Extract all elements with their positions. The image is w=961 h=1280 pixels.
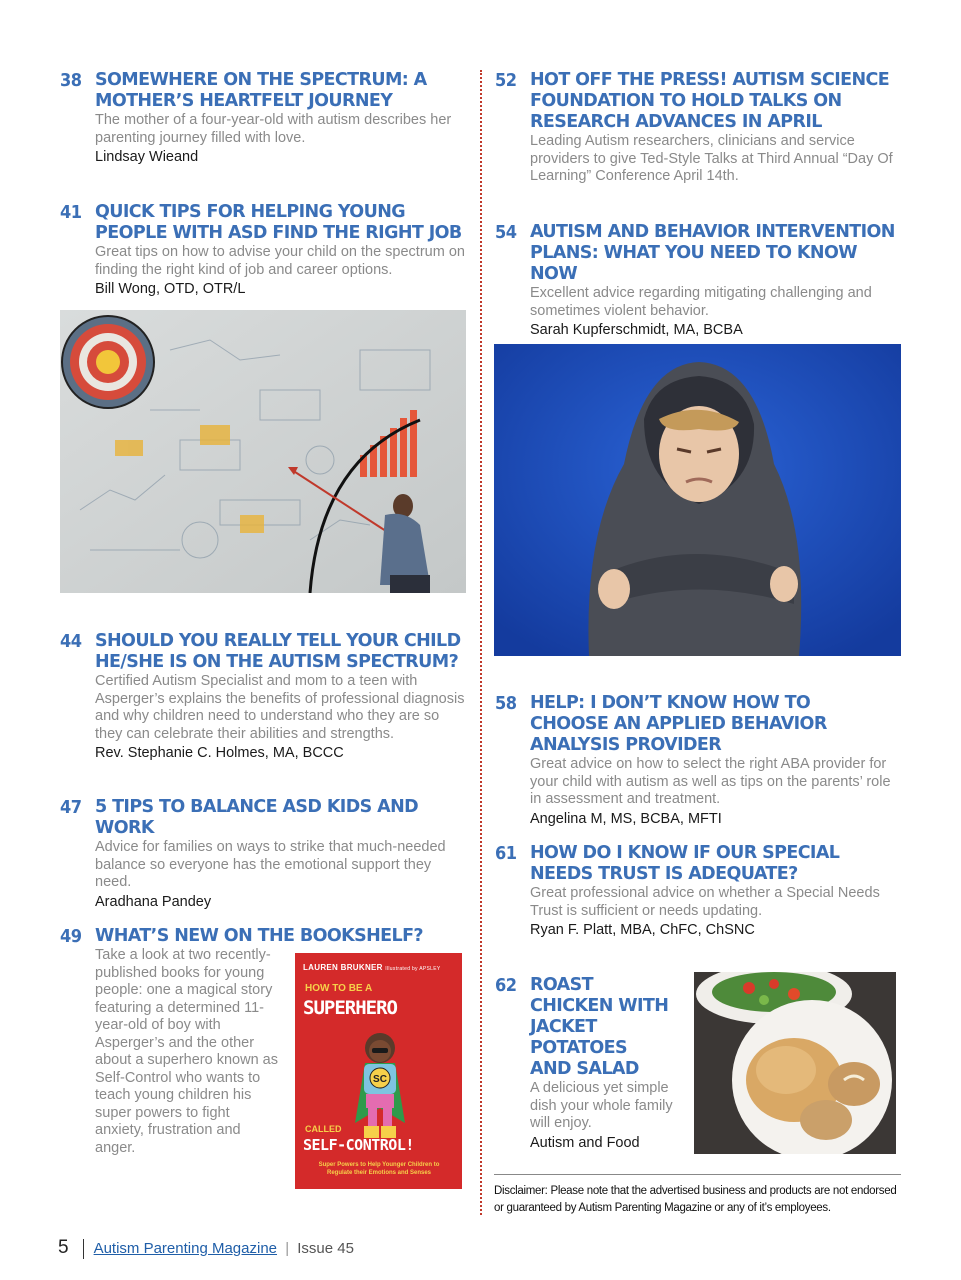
article-description: The mother of a four-year-old with autism describes her parenting journey filled with love. (95, 112, 452, 146)
disclaimer-text: Disclaimer: Please note that the advertised business and products are not endorsed or guaranteed by Autism Parenting Magazine or any of it’s employees. (494, 1185, 897, 1214)
article-description: Great tips on how to advise your child on the spectrum on finding the right kind of job and career options. (95, 244, 465, 278)
page-number: 61 (495, 843, 517, 864)
article-title[interactable]: AUTISM AND BEHAVIOR INTERVENTION PLANS: WHAT YOU NEED TO KNOW NOW (530, 222, 895, 284)
magazine-link[interactable]: Autism Parenting Magazine (93, 1240, 278, 1257)
archer-whiteboard-image (60, 310, 466, 593)
hooded-boy-image (494, 344, 901, 656)
book-title-bottom: SELF-CONTROL! (303, 1136, 414, 1154)
article-title[interactable]: SOMEWHERE ON THE SPECTRUM: A MOTHER’S HEARTFELT JOURNEY (95, 70, 427, 111)
book-title-main: SUPERHERO (303, 997, 397, 1019)
superhero-illustration (350, 1028, 410, 1143)
page-number: 52 (495, 70, 517, 91)
disclaimer-rule (494, 1174, 901, 1175)
toc-entry-52[interactable] (495, 70, 905, 186)
page-number: 41 (60, 202, 82, 223)
roast-chicken-image (694, 972, 896, 1154)
page-number: 49 (60, 926, 82, 947)
page-number: 44 (60, 631, 82, 652)
article-author: Autism and Food (530, 1134, 640, 1151)
book-title-top: HOW TO BE A (305, 983, 373, 994)
article-author: Sarah Kupferschmidt, MA, BCBA (530, 322, 743, 338)
toc-entry-38[interactable] (60, 70, 470, 167)
page-number: 62 (495, 975, 517, 996)
superhero-book-cover (295, 953, 462, 1189)
footer-separator: | (285, 1240, 290, 1257)
book-subtitle: Super Powers to Help Younger Children to Regulate their Emotions and Senses (318, 1162, 440, 1176)
article-description: Advice for families on ways to strike that much-needed balance so everyone has the emotional support they need. (95, 839, 446, 890)
article-author: Aradhana Pandey (95, 893, 212, 910)
article-description: Great advice on how to select the right ABA provider for your child with autism as well as tips on the parents’ role in assessment and treatment. (530, 756, 891, 807)
footer-page-number: 5 (58, 1237, 69, 1258)
article-title[interactable]: ROAST CHICKEN WITH JACKET POTATOES AND SALAD (530, 975, 669, 1079)
article-description: A delicious yet simple dish your whole family will enjoy. (530, 1080, 673, 1131)
article-author: Lindsay Wieand (95, 149, 199, 165)
article-title[interactable]: HOW DO I KNOW IF OUR SPECIAL NEEDS TRUST IS ADEQUATE? (530, 843, 840, 884)
article-title[interactable]: WHAT’S NEW ON THE BOOKSHELF? (95, 926, 423, 946)
book-author: LAUREN BRUKNER Illustrated by APSLEY (303, 963, 441, 972)
toc-entry-58[interactable] (495, 693, 905, 829)
page-number: 38 (60, 70, 82, 91)
book-called: CALLED (305, 1124, 342, 1134)
issue-label: Issue 45 (297, 1240, 354, 1257)
toc-entry-62[interactable] (495, 975, 695, 1153)
toc-entry-54[interactable] (495, 222, 905, 340)
sc-badge: SC (373, 1074, 387, 1085)
article-title[interactable]: HELP: I DON’T KNOW HOW TO CHOOSE AN APPLIED BEHAVIOR ANALYSIS PROVIDER (530, 693, 827, 755)
article-title[interactable]: SHOULD YOU REALLY TELL YOUR CHILD HE/SHE IS ON THE AUTISM SPECTRUM? (95, 631, 461, 672)
article-description: Leading Autism researchers, clinicians and service providers to give Ted-Style Talks at Third Annual “Day Of Learning” Conference April 14th. (530, 133, 893, 184)
toc-entry-61[interactable] (495, 843, 905, 940)
toc-entry-41[interactable] (60, 202, 470, 299)
article-author: Ryan F. Platt, MBA, ChFC, ChSNC (530, 922, 755, 938)
article-description: Excellent advice regarding mitigating challenging and sometimes violent behavior. (530, 285, 872, 319)
toc-entry-47[interactable] (60, 797, 470, 912)
page-number: 58 (495, 693, 517, 714)
footer-separator (83, 1239, 84, 1259)
page-number: 54 (495, 222, 517, 243)
article-author: Rev. Stephanie C. Holmes, MA, BCCC (95, 745, 344, 761)
page-number: 47 (60, 797, 82, 818)
article-author: Bill Wong, OTD, OTR/L (95, 281, 246, 297)
article-description: Certified Autism Specialist and mom to a teen with Asperger’s explains the benefits of professional diagnosis and why children need to understand who they are so they can celebrate their abilities and strengths. (95, 673, 465, 742)
article-title[interactable]: QUICK TIPS FOR HELPING YOUNG PEOPLE WITH ASD FIND THE RIGHT JOB (95, 202, 462, 243)
article-description: Take a look at two recently-published books for young people: one a magical story featuring a determined 11-year-old of boy with Asperger’s and the other about a superhero known as Self-Control who wants to teach young children his super powers to fight anxiety, frustration and anger. (95, 947, 278, 1156)
page-footer (58, 1237, 354, 1259)
article-title[interactable]: 5 TIPS TO BALANCE ASD KIDS AND WORK (95, 797, 419, 838)
article-author: Angelina M, MS, BCBA, MFTI (530, 810, 722, 827)
article-title[interactable]: HOT OFF THE PRESS! AUTISM SCIENCE FOUNDATION TO HOLD TALKS ON RESEARCH ADVANCES IN APRIL (530, 70, 890, 132)
column-divider (480, 70, 482, 1215)
article-description: Great professional advice on whether a Special Needs Trust is sufficient or needs updating. (530, 885, 880, 919)
toc-entry-44[interactable] (60, 631, 470, 763)
